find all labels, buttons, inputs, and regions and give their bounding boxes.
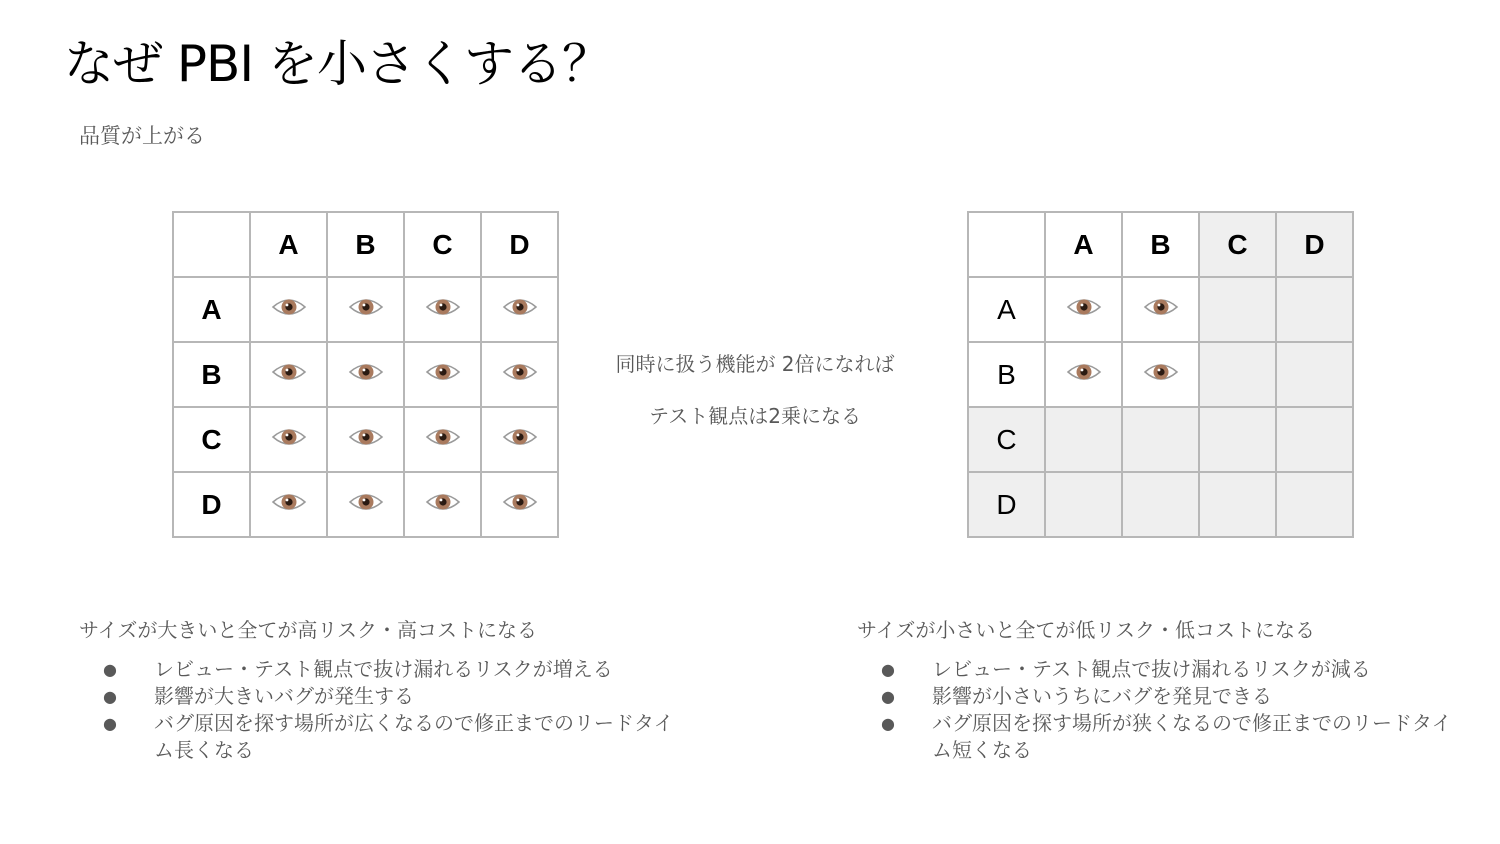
- matrix-cell: [1045, 277, 1122, 342]
- matrix-cell-empty: [1199, 342, 1276, 407]
- slide-subtitle: 品質が上がる: [79, 124, 205, 148]
- row-header: D: [968, 472, 1045, 537]
- matrix-cell: [327, 472, 404, 537]
- matrix-cell-empty: [1045, 407, 1122, 472]
- matrix-cell-empty: [1276, 277, 1353, 342]
- slide-title: なぜ PBI を小さくする？: [64, 35, 611, 93]
- matrix-cell: [327, 407, 404, 472]
- column-header: A: [1045, 212, 1122, 277]
- matrix-cell: [404, 407, 481, 472]
- matrix-cell-empty: [1122, 407, 1199, 472]
- eye-icon: [425, 424, 461, 456]
- eye-icon: [1066, 359, 1102, 391]
- column-header: B: [1122, 212, 1199, 277]
- matrix-cell: [481, 342, 558, 407]
- matrix-cell: [250, 342, 327, 407]
- matrix-cell-empty: [1276, 342, 1353, 407]
- eye-icon: [502, 489, 538, 521]
- eye-icon: [271, 359, 307, 391]
- eye-icon: [1066, 294, 1102, 326]
- eye-icon: [502, 359, 538, 391]
- eye-icon: [425, 359, 461, 391]
- matrix-cell: [1122, 342, 1199, 407]
- list-item: ● レビュー・テスト観点で抜け漏れるリスクが増える: [79, 656, 679, 683]
- middle-text-line-1: 同時に扱う機能が 2倍になれば: [615, 352, 895, 376]
- eye-icon: [425, 489, 461, 521]
- column-header: C: [1199, 212, 1276, 277]
- eye-icon: [1143, 359, 1179, 391]
- left-section-heading: サイズが大きいと全てが高リスク・高コストになる: [79, 618, 537, 642]
- eye-icon: [502, 424, 538, 456]
- eye-icon: [348, 359, 384, 391]
- matrix-cell: [250, 472, 327, 537]
- left-bullet-list: [79, 656, 679, 764]
- row-header: C: [173, 407, 250, 472]
- eye-icon: [348, 294, 384, 326]
- matrix-cell: [404, 342, 481, 407]
- header-row: [968, 212, 1353, 277]
- right-section-heading: サイズが小さいと全てが低リスク・低コストになる: [857, 618, 1315, 642]
- matrix-cell-empty: [1199, 472, 1276, 537]
- table-row: [173, 472, 558, 537]
- matrix-cell: [250, 277, 327, 342]
- matrix-cell-empty: [1276, 407, 1353, 472]
- matrix-cell: [481, 472, 558, 537]
- table-row: [173, 342, 558, 407]
- list-item: ● バグ原因を探す場所が広くなるので修正までのリードタイム長くなる: [79, 710, 679, 764]
- eye-icon: [271, 424, 307, 456]
- row-header: B: [968, 342, 1045, 407]
- row-header: D: [173, 472, 250, 537]
- column-header: B: [327, 212, 404, 277]
- list-item: ● バグ原因を探す場所が狭くなるので修正までのリードタイム短くなる: [857, 710, 1457, 764]
- eye-icon: [502, 294, 538, 326]
- eye-icon: [348, 424, 384, 456]
- eye-icon: [271, 294, 307, 326]
- left-matrix-table: [172, 211, 559, 538]
- table-row: [968, 472, 1353, 537]
- row-header: A: [968, 277, 1045, 342]
- table-row: [968, 277, 1353, 342]
- eye-icon: [1143, 294, 1179, 326]
- eye-icon: [425, 294, 461, 326]
- middle-text-line-2: テスト観点は2乗になる: [649, 404, 861, 428]
- matrix-cell: [404, 472, 481, 537]
- matrix-cell-empty: [1199, 407, 1276, 472]
- matrix-cell: [481, 277, 558, 342]
- row-header: C: [968, 407, 1045, 472]
- column-header: D: [1276, 212, 1353, 277]
- table-row: [968, 407, 1353, 472]
- matrix-cell: [327, 277, 404, 342]
- list-item: ● 影響が大きいバグが発生する: [79, 683, 679, 710]
- matrix-cell: [1045, 342, 1122, 407]
- eye-icon: [348, 489, 384, 521]
- column-header: A: [250, 212, 327, 277]
- row-header: A: [173, 277, 250, 342]
- column-header: C: [404, 212, 481, 277]
- list-item: ● 影響が小さいうちにバグを発見できる: [857, 683, 1457, 710]
- matrix-cell-empty: [1122, 472, 1199, 537]
- matrix-cell: [1122, 277, 1199, 342]
- matrix-cell-empty: [1276, 472, 1353, 537]
- matrix-cell: [481, 407, 558, 472]
- row-header: B: [173, 342, 250, 407]
- matrix-cell: [250, 407, 327, 472]
- corner-cell: [968, 212, 1045, 277]
- eye-icon: [271, 489, 307, 521]
- column-header: D: [481, 212, 558, 277]
- matrix-cell: [404, 277, 481, 342]
- table-row: [968, 342, 1353, 407]
- right-matrix-table: [967, 211, 1354, 538]
- matrix-cell-empty: [1199, 277, 1276, 342]
- header-row: [173, 212, 558, 277]
- matrix-cell: [327, 342, 404, 407]
- corner-cell: [173, 212, 250, 277]
- list-item: ● レビュー・テスト観点で抜け漏れるリスクが減る: [857, 656, 1457, 683]
- matrix-cell-empty: [1045, 472, 1122, 537]
- table-row: [173, 277, 558, 342]
- table-row: [173, 407, 558, 472]
- right-bullet-list: [857, 656, 1457, 764]
